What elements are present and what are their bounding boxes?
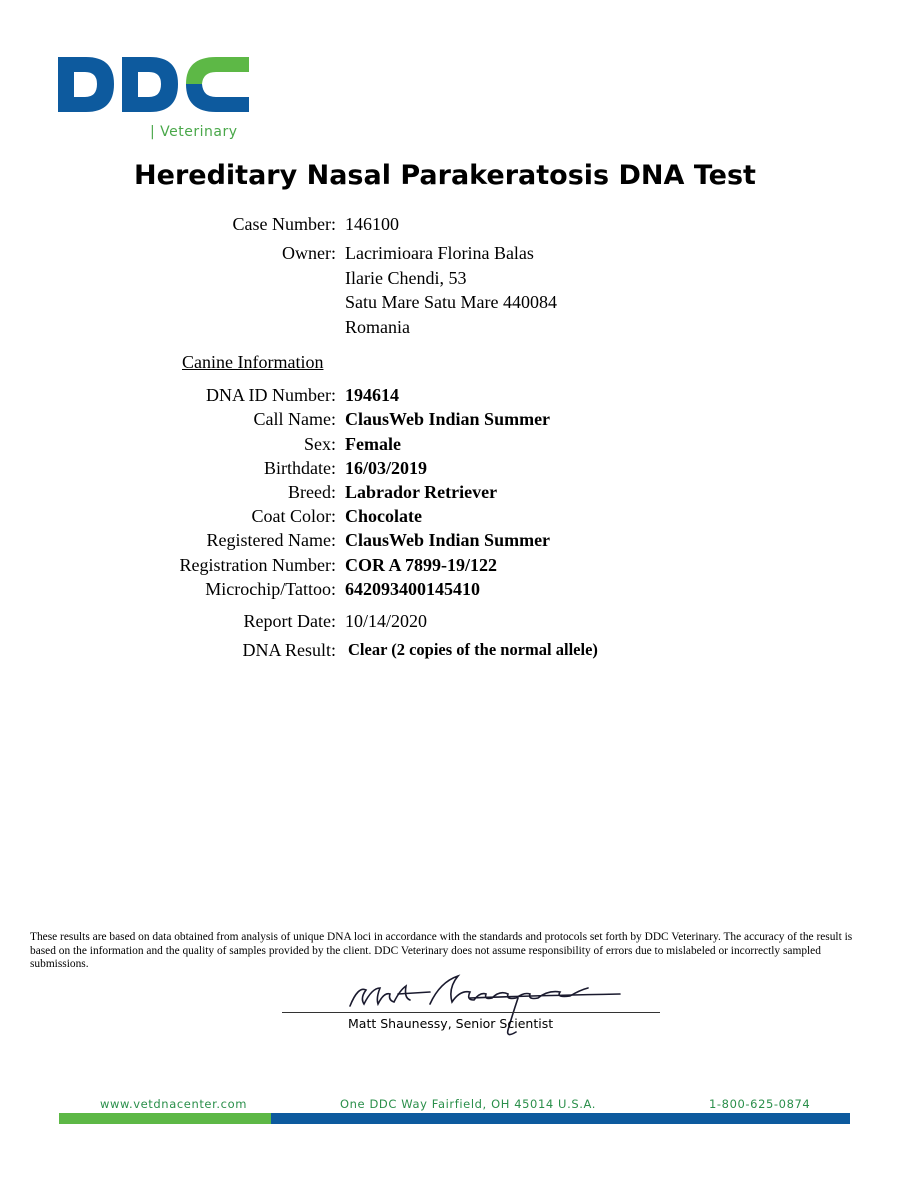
birthdate-value: 16/03/2019 [345, 458, 428, 478]
case-number-value: 146100 [345, 214, 399, 234]
signature-line [282, 1012, 660, 1013]
owner-name: Lacrimioara Florina Balas [345, 243, 534, 263]
dna-id-label: DNA ID Number: [206, 385, 336, 405]
dna-result-label: DNA Result: [242, 640, 336, 660]
document-title: Hereditary Nasal Parakeratosis DNA Test [134, 160, 756, 191]
birthdate-label: Birthdate: [264, 458, 336, 478]
case-number-label: Case Number: [232, 214, 336, 234]
footer-bar-green [59, 1113, 271, 1124]
coat-color-label: Coat Color: [251, 506, 336, 526]
sex-label: Sex: [303, 434, 336, 454]
call-name-label: Call Name: [253, 409, 336, 429]
handwritten-signature [280, 968, 670, 1043]
footer-website: www.vetdnacenter.com [100, 1097, 248, 1111]
signatory-name: Matt Shaunessy, Senior Scientist [348, 1016, 554, 1031]
owner-city: Satu Mare Satu Mare 440084 [345, 292, 557, 312]
dna-id-value: 194614 [345, 385, 399, 405]
registered-name-value: ClausWeb Indian Summer [345, 530, 551, 550]
disclaimer-text: These results are based on data obtained from analysis of unique DNA loci in accordance with the standards and protocols set forth by DDC Veterinary. The accuracy of the result is based on the information and the quality of samples provided by the client. DDC Veterinary does not assume responsibility of errors due to mislabeled or incorrectly sampled submissions. [30, 931, 853, 970]
owner-country: Romania [345, 317, 410, 337]
microchip-label: Microchip/Tattoo: [205, 579, 336, 599]
registered-name-label: Registered Name: [206, 530, 336, 550]
report-date-value: 10/14/2020 [345, 611, 428, 631]
registration-number-label: Registration Number: [179, 555, 336, 575]
owner-street: Ilarie Chendi, 53 [345, 268, 467, 288]
coat-color-value: Chocolate [345, 506, 422, 526]
footer-bar-blue [271, 1113, 850, 1124]
footer-address: One DDC Way Fairfield, OH 45014 U.S.A. [340, 1097, 597, 1111]
breed-label: Breed: [288, 482, 336, 502]
breed-value: Labrador Retriever [345, 482, 498, 502]
report-date-label: Report Date: [243, 611, 336, 631]
registration-number-value: COR A 7899-19/122 [345, 555, 498, 575]
sex-value: Female [345, 434, 401, 454]
owner-label: Owner: [282, 243, 336, 263]
dna-result-value: Clear (2 copies of the normal allele) [348, 640, 598, 659]
microchip-value: 642093400145410 [345, 579, 480, 599]
call-name-value: ClausWeb Indian Summer [345, 409, 551, 429]
canine-information-heading: Canine Information [182, 352, 324, 372]
logo-subtitle: | Veterinary [150, 124, 238, 140]
footer-phone: 1-800-625-0874 [709, 1097, 811, 1111]
